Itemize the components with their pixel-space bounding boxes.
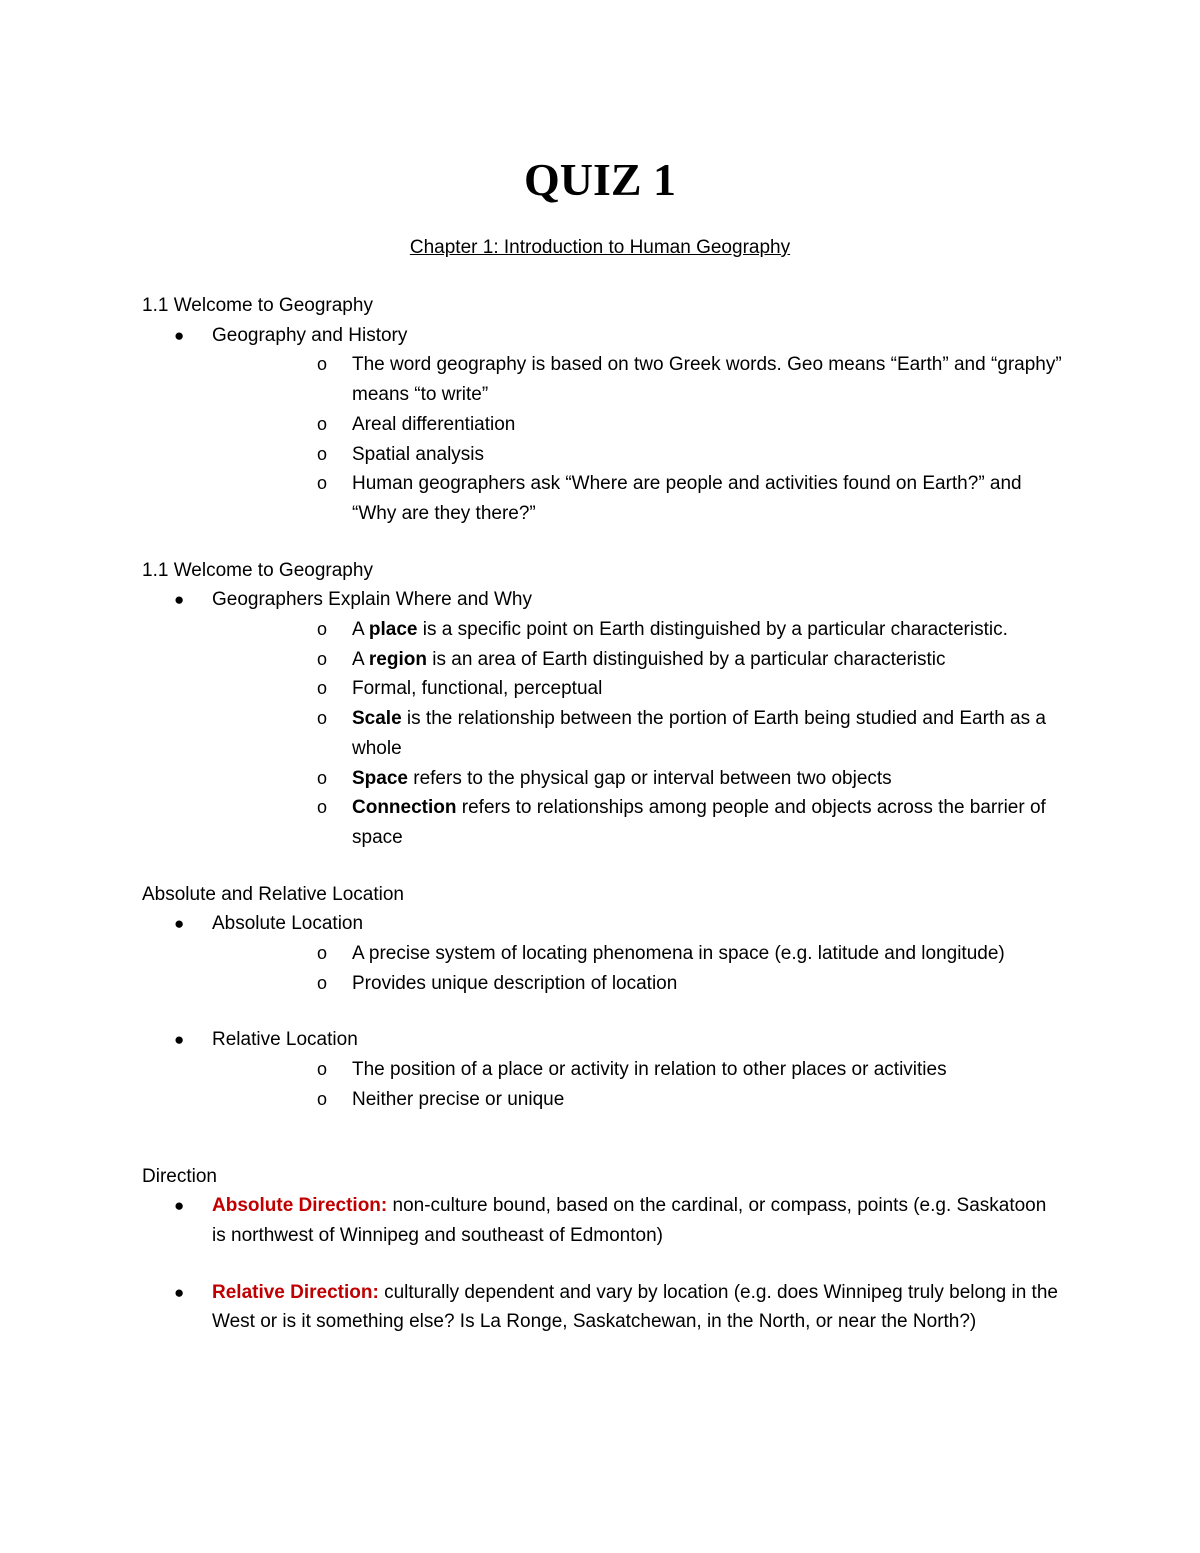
sub-list-item [212,440,1062,470]
sub-marker: o [317,354,328,375]
sub-list-item [212,1055,1062,1085]
bullet-marker: ● [174,914,185,934]
bullet-marker: ● [174,325,185,345]
section-heading: 1.1 Welcome to Geography [142,295,373,316]
bullet-list [142,909,1062,998]
section-welcome-1 [142,291,1062,529]
sub-marker: o [317,1059,328,1080]
sub-marker: o [317,443,328,464]
bullet-list [142,1278,1062,1337]
list-item [142,1025,1062,1114]
list-item [142,585,1062,852]
bullet-marker: ● [174,1282,185,1302]
bullet-list [142,1191,1062,1250]
sub-list [212,1055,1062,1114]
document-title: QUIZ 1 [523,154,677,205]
sub-list-item [212,469,1062,528]
term-space: Space [352,767,408,789]
sub-marker: o [317,1088,328,1109]
section-heading: Direction [142,1165,217,1187]
sub-item-text: Spatial analysis [352,443,485,465]
sub-item-post: refers to relationships among people and objects across the barrier of space [352,797,1046,848]
sub-list-item [212,645,1062,675]
term-absolute-direction: Absolute Direction: [212,1195,388,1217]
section-heading: 1.1 Welcome to Geography [142,559,373,581]
sub-list-item [212,410,1062,440]
bullet-list [142,585,1062,852]
sub-list-item [212,939,1062,969]
term-scale: Scale [352,708,402,730]
sub-item-post: refers to the physical gap or interval between two objects [407,767,892,789]
term-connection: Connection [352,797,457,819]
term-relative-direction: Relative Direction: [212,1281,379,1303]
section-direction [142,1162,1062,1338]
sub-list-item [212,704,1062,763]
sub-list-item [212,350,1062,409]
sub-list-item [212,969,1062,999]
list-item [142,1278,1062,1337]
sub-marker: o [317,797,328,818]
sub-item-pre: A [352,648,369,670]
sub-item-post: is a specific point on Earth distinguished by a particular characteristic. [417,619,1008,641]
sub-marker: o [317,708,328,729]
bullet-marker: ● [174,590,185,610]
section-location [142,880,1062,1115]
list-item-text: culturally dependent and vary by location (e.g. does Winnipeg truly belong in the West or is it something else? Is La Ronge, Saskatchewan, in the North, or near the North?) [212,1281,1058,1333]
bullet-list [142,1025,1062,1114]
list-item-text: Geography and History [212,324,408,346]
sub-item-text: Human geographers ask “Where are people and activities found on Earth?” and “Why are they there?” [352,473,1022,524]
list-item [142,909,1062,998]
sub-marker: o [317,767,328,788]
sub-list-item [212,674,1062,704]
sub-item-text: The position of a place or activity in relation to other places or activities [352,1059,947,1081]
sub-item-post: is an area of Earth distinguished by a particular characteristic [426,648,946,670]
sub-marker: o [317,972,328,993]
list-item-text: non-culture bound, based on the cardinal, or compass, points (e.g. Saskatoon is northwest of Winnipeg and southeast of Edmonton) [212,1195,1047,1246]
sub-item-post: is the relationship between the portion of Earth being studied and Earth as a whole [352,708,1046,759]
bullet-list [142,321,1062,529]
list-item [142,1191,1062,1250]
sub-item-text: Areal differentiation [352,413,516,435]
sub-item-text: Formal, functional, perceptual [352,678,603,700]
sub-marker: o [317,648,328,669]
chapter-subtitle: Chapter 1: Introduction to Human Geography [409,237,791,258]
sub-marker: o [317,413,328,434]
list-item [142,321,1062,529]
list-item-text: Relative Location [212,1029,358,1051]
sub-item-text: Provides unique description of location [352,972,678,994]
sub-item-pre: A [352,619,369,641]
sub-list [212,615,1062,853]
document-body [142,291,1062,1337]
section-welcome-2 [142,556,1062,853]
bullet-marker: ● [174,1196,185,1216]
section-heading: Absolute and Relative Location [142,883,404,905]
sub-marker: o [317,473,328,494]
sub-item-text: A precise system of locating phenomena in space (e.g. latitude and longitude) [352,943,1005,965]
list-item-text: Absolute Location [212,913,364,935]
sub-list-item [212,793,1062,852]
sub-marker: o [317,943,328,964]
sub-list-item [212,615,1062,645]
sub-list-item [212,1085,1062,1115]
sub-list [212,939,1062,998]
term-region: region [368,648,427,670]
sub-marker: o [317,678,328,699]
sub-list [212,350,1062,528]
sub-item-text: Neither precise or unique [352,1088,565,1110]
sub-list-item [212,764,1062,794]
list-item-text: Geographers Explain Where and Why [212,589,532,611]
sub-marker: o [317,619,328,640]
bullet-marker: ● [174,1030,185,1050]
sub-item-text: The word geography is based on two Greek words. Geo means “Earth” and “graphy” means “to write” [352,354,1062,406]
term-place: place [368,619,418,641]
